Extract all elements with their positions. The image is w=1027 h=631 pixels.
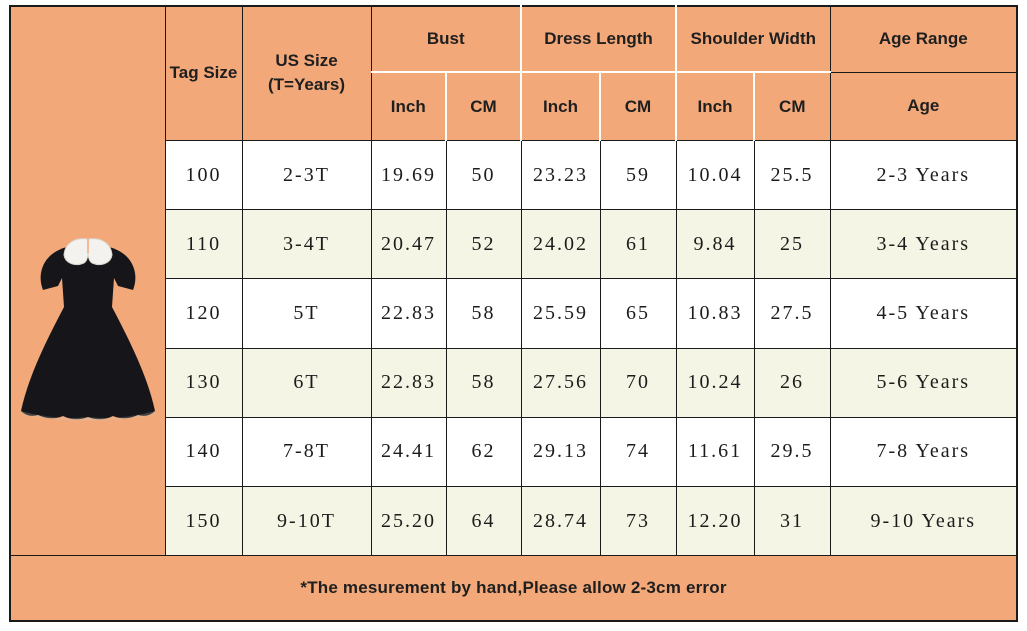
bust-inch-value: 20.47: [371, 210, 446, 279]
bust-cm-value: 58: [446, 348, 521, 417]
tag-size-value: 140: [165, 417, 242, 486]
shoulder-cm-value: 27.5: [754, 279, 830, 348]
tag-size-value: 100: [165, 140, 242, 209]
subheader-shoulder-inch: Inch: [676, 72, 754, 140]
shoulder-inch-value: 9.84: [676, 210, 754, 279]
subheader-shoulder-cm: CM: [754, 72, 830, 140]
shoulder-inch-value: 10.04: [676, 140, 754, 209]
length-inch-value: 27.56: [521, 348, 600, 417]
age-value: 3-4 Years: [830, 210, 1017, 279]
us-size-label-line1: US Size: [275, 50, 338, 70]
shoulder-inch-value: 10.83: [676, 279, 754, 348]
header-row-groups: [10, 6, 1017, 72]
length-cm-value: 65: [600, 279, 676, 348]
us-size-value: 6T: [242, 348, 371, 417]
shoulder-inch-value: 10.24: [676, 348, 754, 417]
tag-size-value: 110: [165, 210, 242, 279]
bust-inch-value: 19.69: [371, 140, 446, 209]
shoulder-cm-value: 25.5: [754, 140, 830, 209]
shoulder-cm-value: 26: [754, 348, 830, 417]
dress-illustration: [13, 215, 163, 427]
tag-size-value: 120: [165, 279, 242, 348]
us-size-value: 7-8T: [242, 417, 371, 486]
length-cm-value: 70: [600, 348, 676, 417]
bust-cm-value: 50: [446, 140, 521, 209]
black-dress-image: [11, 135, 165, 427]
dress-photo-cell: [10, 6, 165, 556]
subheader-length-inch: Inch: [521, 72, 600, 140]
col-header-shoulder-width: Shoulder Width: [676, 6, 830, 72]
shoulder-cm-value: 29.5: [754, 417, 830, 486]
shoulder-inch-value: 12.20: [676, 487, 754, 556]
subheader-length-cm: CM: [600, 72, 676, 140]
length-inch-value: 23.23: [521, 140, 600, 209]
length-cm-value: 74: [600, 417, 676, 486]
length-inch-value: 24.02: [521, 210, 600, 279]
length-cm-value: 59: [600, 140, 676, 209]
shoulder-inch-value: 11.61: [676, 417, 754, 486]
col-header-bust: Bust: [371, 6, 521, 72]
age-value: 7-8 Years: [830, 417, 1017, 486]
bust-cm-value: 58: [446, 279, 521, 348]
length-inch-value: 25.59: [521, 279, 600, 348]
age-value: 5-6 Years: [830, 348, 1017, 417]
col-header-dress-length: Dress Length: [521, 6, 676, 72]
footer-row: [10, 556, 1017, 621]
age-value: 4-5 Years: [830, 279, 1017, 348]
bust-inch-value: 25.20: [371, 487, 446, 556]
subheader-age: Age: [830, 72, 1017, 140]
us-size-value: 5T: [242, 279, 371, 348]
age-value: 9-10 Years: [830, 487, 1017, 556]
us-size-value: 3-4T: [242, 210, 371, 279]
us-size-label-line2: (T=Years): [267, 75, 345, 95]
bust-inch-value: 24.41: [371, 417, 446, 486]
subheader-bust-inch: Inch: [371, 72, 446, 140]
length-inch-value: 28.74: [521, 487, 600, 556]
length-inch-value: 29.13: [521, 417, 600, 486]
col-header-tag-size: Tag Size: [165, 6, 242, 140]
measurement-note: *The mesurement by hand,Please allow 2-3cm error: [10, 556, 1017, 621]
shoulder-cm-value: 31: [754, 487, 830, 556]
length-cm-value: 61: [600, 210, 676, 279]
bust-inch-value: 22.83: [371, 279, 446, 348]
tag-size-value: 150: [165, 487, 242, 556]
us-size-value: 2-3T: [242, 140, 371, 209]
bust-cm-value: 62: [446, 417, 521, 486]
us-size-value: 9-10T: [242, 487, 371, 556]
dress-body: [21, 245, 155, 419]
bust-inch-value: 22.83: [371, 348, 446, 417]
tag-size-value: 130: [165, 348, 242, 417]
bust-cm-value: 64: [446, 487, 521, 556]
size-chart-table: [9, 5, 1018, 622]
col-header-age-range: Age Range: [830, 6, 1017, 72]
bust-cm-value: 52: [446, 210, 521, 279]
shoulder-cm-value: 25: [754, 210, 830, 279]
length-cm-value: 73: [600, 487, 676, 556]
age-value: 2-3 Years: [830, 140, 1017, 209]
col-header-us-size: [242, 6, 371, 140]
subheader-bust-cm: CM: [446, 72, 521, 140]
